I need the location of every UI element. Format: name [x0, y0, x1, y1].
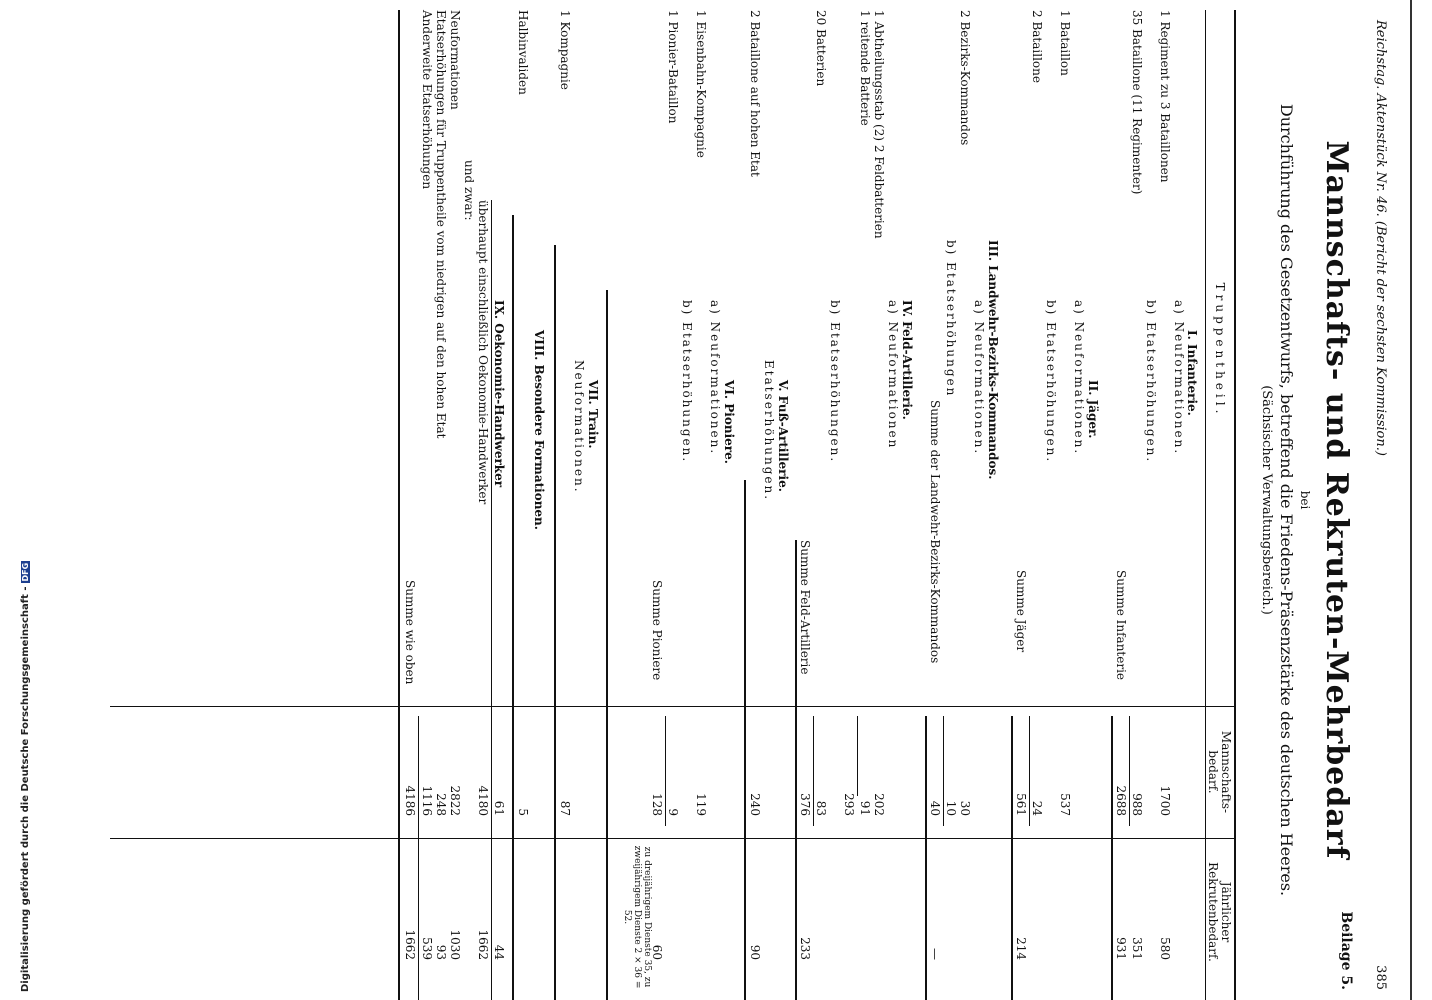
section-landwehr: III. Landwehr-Bezirks-Kommandos. [986, 240, 1000, 480]
row-subheading: a) Neuformationen. [1072, 300, 1086, 456]
row-subheading: b) Etatserhöhungen. [828, 300, 842, 464]
cell-mannschaft: 561 [1014, 793, 1028, 816]
cell-mannschaft: 30 [958, 800, 972, 816]
rotated-document-page [16, 0, 1396, 1000]
dfg-logo-icon: DFG [21, 562, 30, 582]
beilage-label: Beilage 5. [1338, 911, 1354, 990]
cell-rekruten: — [928, 948, 942, 960]
section-infanterie: I. Infanterie. [1185, 330, 1199, 416]
sum-rule [1029, 716, 1030, 826]
table-row: 20 Batterien [814, 10, 828, 87]
cell-mannschaft: 1700 [1158, 785, 1172, 816]
section-end-rule [1011, 716, 1013, 1000]
table-row: 2 Bezirks-Kommandos [958, 10, 972, 146]
table-row: Etatserhöhungen für Truppentheile vom niedrigen auf den hohen Etat [434, 10, 448, 439]
cell-rekruten: 580 [1158, 937, 1172, 960]
sum-rule [665, 716, 666, 826]
cell-mannschaft: 119 [694, 793, 708, 816]
row-subheading: a) Neuformationen. [1172, 300, 1186, 456]
section-pioniere: VI. Pioniere. [722, 380, 736, 464]
row-subheading: Neuformationen. [572, 360, 586, 494]
section-end-rule [744, 480, 746, 1000]
sum-label: Summe Jäger [1014, 570, 1028, 653]
col-header-truppentheil: Truppentheil. [1213, 282, 1227, 418]
cell-rekruten: 60 [650, 944, 664, 960]
dfg-funding-note: Digitalisierung gefördert durch die Deutsche Forschungsgemeinschaft -DFG [20, 562, 31, 992]
cell-mannschaft: 83 [814, 800, 828, 816]
row-subheading: a) Neuformationen [886, 300, 900, 450]
cell-rekruten: 233 [798, 937, 812, 960]
sum-rule [813, 716, 814, 826]
table-row: 2 Bataillone [1030, 10, 1044, 83]
section-end-rule [1111, 716, 1113, 1000]
cell-mannschaft: 2822 [448, 785, 462, 816]
cell-mannschaft: 240 [748, 793, 762, 816]
table-bottom-rule [398, 10, 400, 1000]
sum-label: Summe der Landwehr-Bezirks-Kommandos [928, 400, 942, 664]
page-number: 385 [1373, 965, 1388, 990]
sum-label: Summe Feld-Artillerie [798, 540, 812, 675]
cell-mannschaft: 128 [650, 793, 664, 816]
cell-mannschaft: 91 [858, 800, 872, 816]
cell-rekruten: 44 [492, 944, 506, 960]
bei-line: bei [1298, 490, 1312, 510]
table-row: 1 Pionier-Bataillon [666, 10, 680, 124]
cell-mannschaft: 87 [558, 800, 572, 816]
table-row: Neuformationen [448, 10, 462, 110]
sum-label: Summe wie oben [403, 580, 417, 685]
running-title: Reichstag. Aktenstück Nr. 46. (Bericht der sechsten Kommission.) [1373, 20, 1388, 456]
section-besondere: VIII. Besondere Formationen. [532, 330, 546, 530]
total-line: überhaupt einschließlich Oekonomie-Handwerker [476, 200, 490, 505]
pioniere-note: zu dreijährigem Dienste 35, zu zweijährigem Dienste 2 × 36 = 52. [622, 845, 652, 989]
cell-mannschaft: 537 [1058, 793, 1072, 816]
sum-rule [1129, 716, 1130, 826]
cell-mannschaft: 10 [944, 800, 958, 816]
cell-mannschaft: 202 [872, 793, 886, 816]
cell-mannschaft: 5 [516, 808, 530, 816]
sum-rule [943, 716, 944, 826]
table-row: 1 Bataillon [1058, 10, 1072, 76]
table-row: 1 Kompagnie [558, 10, 572, 90]
page-title: Mannschafts- und Rekruten-Mehrbedarf [1319, 140, 1354, 860]
table-top-rule [1234, 10, 1236, 1000]
section-end-rule [512, 215, 514, 1000]
cell-rekruten: 539 [420, 937, 434, 960]
col-divider-1 [110, 706, 1236, 707]
col-header-mannschaft: Mannschafts-bedarf. [1206, 730, 1233, 814]
page-edge [1410, 0, 1412, 1000]
row-subheading: a) Neuformationen. [972, 300, 986, 456]
section-end-rule [925, 716, 927, 1000]
col-divider-2 [110, 838, 1236, 839]
section-end-rule [491, 200, 492, 1000]
col-header-rekruten: Jährlicher Rekrutenbedarf. [1206, 862, 1233, 962]
table-row: 1 Abtheilungsstab (2) 2 Feldbatterien [872, 10, 886, 239]
cell-mannschaft: 376 [798, 793, 812, 816]
table-row: 2 Bataillone auf hohen Etat [748, 10, 762, 177]
cell-rekruten: 1662 [403, 929, 417, 960]
cell-rekruten: 90 [748, 944, 762, 960]
row-subheading: b) Etatserhöhungen. [680, 300, 694, 464]
cell-rekruten: 93 [434, 944, 448, 960]
table-row: 1 reitende Batterie [858, 10, 872, 126]
row-subheading: b) Etatserhöhungen [944, 240, 958, 398]
section-feld-artillerie: IV. Feld-Artillerie. [900, 300, 914, 420]
section-end-rule [795, 540, 797, 1000]
cell-mannschaft: 61 [492, 800, 506, 816]
section-oekonomie: IX. Oekonomie-Handwerker [492, 300, 506, 488]
row-subheading: a) Neuformationen. [708, 300, 722, 456]
cell-mannschaft: 4186 [403, 785, 417, 816]
section-fuss-artillerie: V. Fuß-Artillerie. [776, 380, 790, 492]
und-zwar-label: und zwar: [462, 160, 476, 221]
subtitle: Durchführung des Gesetzentwurfs, betreffend die Friedens-Präsenzstärke des deutschen Heeres. [1277, 103, 1296, 897]
row-subheading: b) Etatserhöhungen. [1044, 300, 1058, 464]
sum-label: Summe Infanterie [1114, 570, 1128, 681]
sum-label: Summe Pioniere [650, 580, 664, 681]
section-end-rule [606, 290, 608, 1000]
sum-rule [418, 716, 419, 1000]
cell-mannschaft: 248 [434, 793, 448, 816]
section-jaeger: II. Jäger. [1086, 380, 1100, 439]
cell-rekruten: 931 [1114, 937, 1128, 960]
cell-mannschaft: 40 [928, 800, 942, 816]
sum-rule [857, 716, 858, 796]
cell-mannschaft: 24 [1030, 800, 1044, 816]
row-subheading: b) Etatserhöhungen. [1144, 300, 1158, 464]
table-row: 35 Bataillone (11 Regimenter) [1130, 10, 1144, 195]
subtitle-region: (Sächsischer Verwaltungsbereich.) [1259, 385, 1274, 615]
cell-mannschaft: 988 [1130, 793, 1144, 816]
cell-mannschaft: 4180 [476, 785, 490, 816]
cell-rekruten: 351 [1130, 937, 1144, 960]
cell-mannschaft: 293 [842, 793, 856, 816]
cell-mannschaft: 1116 [420, 785, 434, 816]
table-row: 1 Regiment zu 3 Bataillonen [1158, 10, 1172, 183]
table-row: 1 Eisenbahn-Kompagnie [694, 10, 708, 158]
cell-rekruten: 214 [1014, 937, 1028, 960]
row-subheading: Etatserhöhungen. [762, 360, 776, 502]
cell-rekruten: 1662 [476, 929, 490, 960]
section-train: VII. Train. [586, 380, 600, 449]
cell-rekruten: 1030 [448, 929, 462, 960]
cell-mannschaft: 2688 [1114, 785, 1128, 816]
cell-mannschaft: 9 [666, 808, 680, 816]
table-row: Halbinvaliden [516, 10, 530, 95]
table-row: Anderweite Etatserhöhungen [420, 10, 434, 190]
section-end-rule [554, 245, 556, 1000]
